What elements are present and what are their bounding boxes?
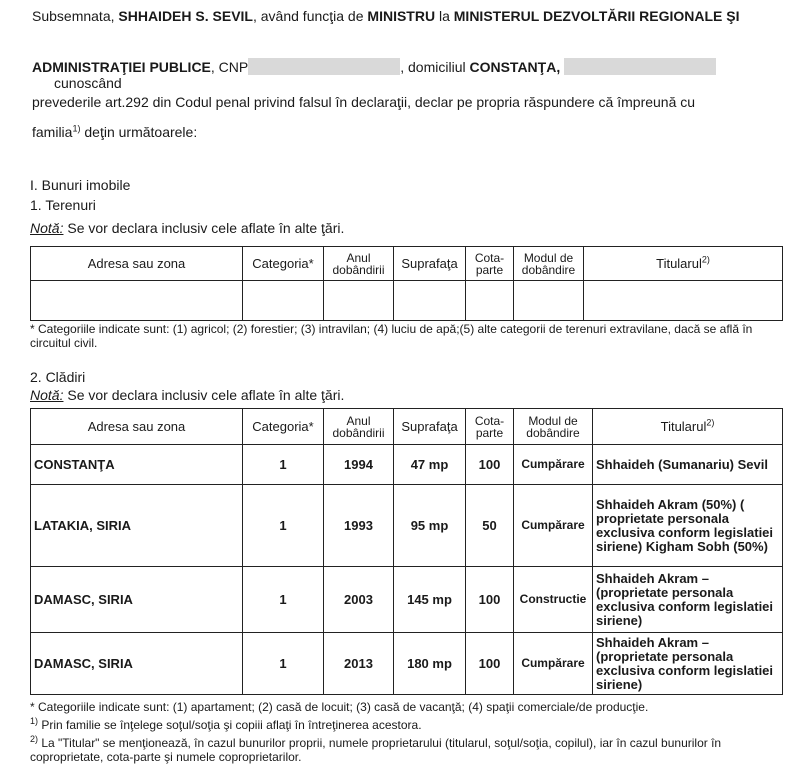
header-titular-label: Titularul	[656, 256, 702, 271]
header-categoria: Categoria*	[243, 247, 324, 281]
header-suprafata: Suprafaţa	[394, 247, 466, 281]
table-header-row	[31, 247, 783, 281]
cell-modul: Cumpărare	[514, 445, 593, 485]
institution-name-cont: ADMINISTRAŢIEI PUBLICE	[32, 59, 211, 75]
declarant-name: SHHAIDEH S. SEVIL	[118, 8, 253, 24]
redacted-address	[564, 58, 716, 75]
header-categoria: Categoria*	[243, 409, 324, 445]
intro-text: la	[435, 8, 454, 24]
intro-text: Subsemnata,	[32, 8, 119, 24]
footnote-ref: 2)	[706, 417, 715, 428]
cell-anul: 2013	[324, 633, 394, 695]
table-cell	[466, 281, 514, 321]
intro-line-4	[32, 124, 772, 140]
cell-modul: Cumpărare	[514, 633, 593, 695]
header-adresa: Adresa sau zona	[31, 409, 243, 445]
header-anul: Anul dobândirii	[324, 409, 394, 445]
footnote-cladiri-categories: * Categoriile indicate sunt: (1) apartament; (2) casă de locuit; (3) casă de vacanţă; (4) spaţii comerciale/de producţie.	[30, 700, 649, 714]
header-titular-label: Titularul	[660, 419, 707, 434]
table-row	[31, 445, 783, 485]
table-cell	[514, 281, 584, 321]
cell-suprafata: 145 mp	[394, 567, 466, 633]
intro-text: , domiciliul	[400, 59, 470, 75]
nota-label: Notă:	[30, 387, 64, 403]
cell-titular: Shhaideh Akram – (proprietate personala exclusiva conform legislatiei siriene)	[593, 567, 783, 633]
nota-text: Se vor declara inclusiv cele aflate în alte ţări.	[63, 387, 345, 403]
intro-text: deţin următoarele:	[80, 124, 198, 140]
cell-modul: Cumpărare	[514, 485, 593, 567]
cell-titular: Shhaideh Akram (50%) ( proprietate personala exclusiva conform legislatiei siriene) Kigham Sobh (50%)	[593, 485, 783, 567]
header-anul: Anul dobândirii	[324, 247, 394, 281]
footnote-ref: 1)	[72, 123, 81, 134]
cell-cota: 50	[466, 485, 514, 567]
header-titular	[593, 409, 783, 445]
table-row	[31, 633, 783, 695]
header-cota: Cota-parte	[466, 247, 514, 281]
footnote-text: La "Titular" se menţionează, în cazul bunurilor proprii, numele proprietarului (titularul, soţul/soţia, copilul), iar în cazul bunurilor în coproprietate, cota-parte şi numele coproprietarilor.	[30, 736, 722, 764]
cell-categoria: 1	[243, 485, 324, 567]
table-cell	[31, 281, 243, 321]
nota-terenuri	[30, 220, 344, 236]
table-cell	[243, 281, 324, 321]
cell-anul: 2003	[324, 567, 394, 633]
section-title: I. Bunuri imobile	[30, 177, 131, 193]
intro-text: , având funcţia de	[252, 8, 368, 24]
cell-cota: 100	[466, 567, 514, 633]
footnote-terenuri: * Categoriile indicate sunt: (1) agricol; (2) forestier; (3) intravilan; (4) luciu de apă;(5) alte categorii de terenuri extravilane, dacă se află în circuitul civil.	[30, 322, 753, 350]
cnp-label: , CNP	[210, 59, 249, 75]
cell-adresa: DAMASC, SIRIA	[31, 633, 243, 695]
table-cell	[584, 281, 783, 321]
footnote-1	[30, 718, 778, 732]
cell-cota: 100	[466, 445, 514, 485]
domicile-city: CONSTANŢA,	[469, 59, 561, 75]
table-row-empty	[31, 281, 783, 321]
cell-suprafata: 95 mp	[394, 485, 466, 567]
nota-cladiri	[30, 387, 344, 403]
header-titular	[584, 247, 783, 281]
subsection-title-terenuri: 1. Terenuri	[30, 197, 96, 213]
cell-adresa: DAMASC, SIRIA	[31, 567, 243, 633]
table-header-row	[31, 409, 783, 445]
redacted-cnp	[248, 58, 400, 75]
table-row	[31, 485, 783, 567]
header-adresa: Adresa sau zona	[31, 247, 243, 281]
cell-modul: Constructie	[514, 567, 593, 633]
cell-categoria: 1	[243, 633, 324, 695]
table-cell	[324, 281, 394, 321]
cell-adresa: LATAKIA, SIRIA	[31, 485, 243, 567]
cell-suprafata: 180 mp	[394, 633, 466, 695]
header-suprafata: Suprafaţa	[394, 409, 466, 445]
header-modul: Modul de dobândire	[514, 247, 584, 281]
nota-text: Se vor declara inclusiv cele aflate în alte ţări.	[63, 220, 345, 236]
footnote-ref: 1)	[30, 716, 39, 726]
cell-titular: Shhaideh Akram – (proprietate personala exclusiva conform legislatiei siriene)	[593, 633, 783, 695]
cell-cota: 100	[466, 633, 514, 695]
intro-text: familia	[32, 124, 73, 140]
cell-anul: 1993	[324, 485, 394, 567]
cladiri-table	[30, 408, 783, 695]
institution-name: MINISTERUL DEZVOLTĂRII REGIONALE ŞI	[453, 8, 740, 24]
cell-categoria: 1	[243, 445, 324, 485]
intro-line-2	[32, 58, 772, 91]
intro-line-3: prevederile art.292 din Codul penal privind falsul în declaraţii, declar pe propria răspundere că împreună cu	[32, 94, 696, 110]
intro-line-1	[32, 8, 772, 24]
footnote-ref: 2)	[30, 734, 39, 744]
header-modul: Modul de dobândire	[514, 409, 593, 445]
footnote-text: Prin familie se înţelege soţul/soţia şi copiii aflaţi în întreţinerea acestora.	[38, 718, 422, 732]
declarant-function: MINISTRU	[367, 8, 436, 24]
nota-label: Notă:	[30, 220, 64, 236]
footnote-ref: 2)	[701, 254, 710, 265]
cell-categoria: 1	[243, 567, 324, 633]
subsection-title-cladiri: 2. Clădiri	[30, 369, 86, 385]
terenuri-table	[30, 246, 783, 321]
header-cota: Cota-parte	[466, 409, 514, 445]
intro-text: cunoscând	[54, 75, 122, 91]
cell-titular: Shhaideh (Sumanariu) Sevil	[593, 445, 783, 485]
cell-adresa: CONSTANŢA	[31, 445, 243, 485]
cell-suprafata: 47 mp	[394, 445, 466, 485]
cell-anul: 1994	[324, 445, 394, 485]
table-row	[31, 567, 783, 633]
footnote-2	[30, 736, 778, 764]
table-cell	[394, 281, 466, 321]
